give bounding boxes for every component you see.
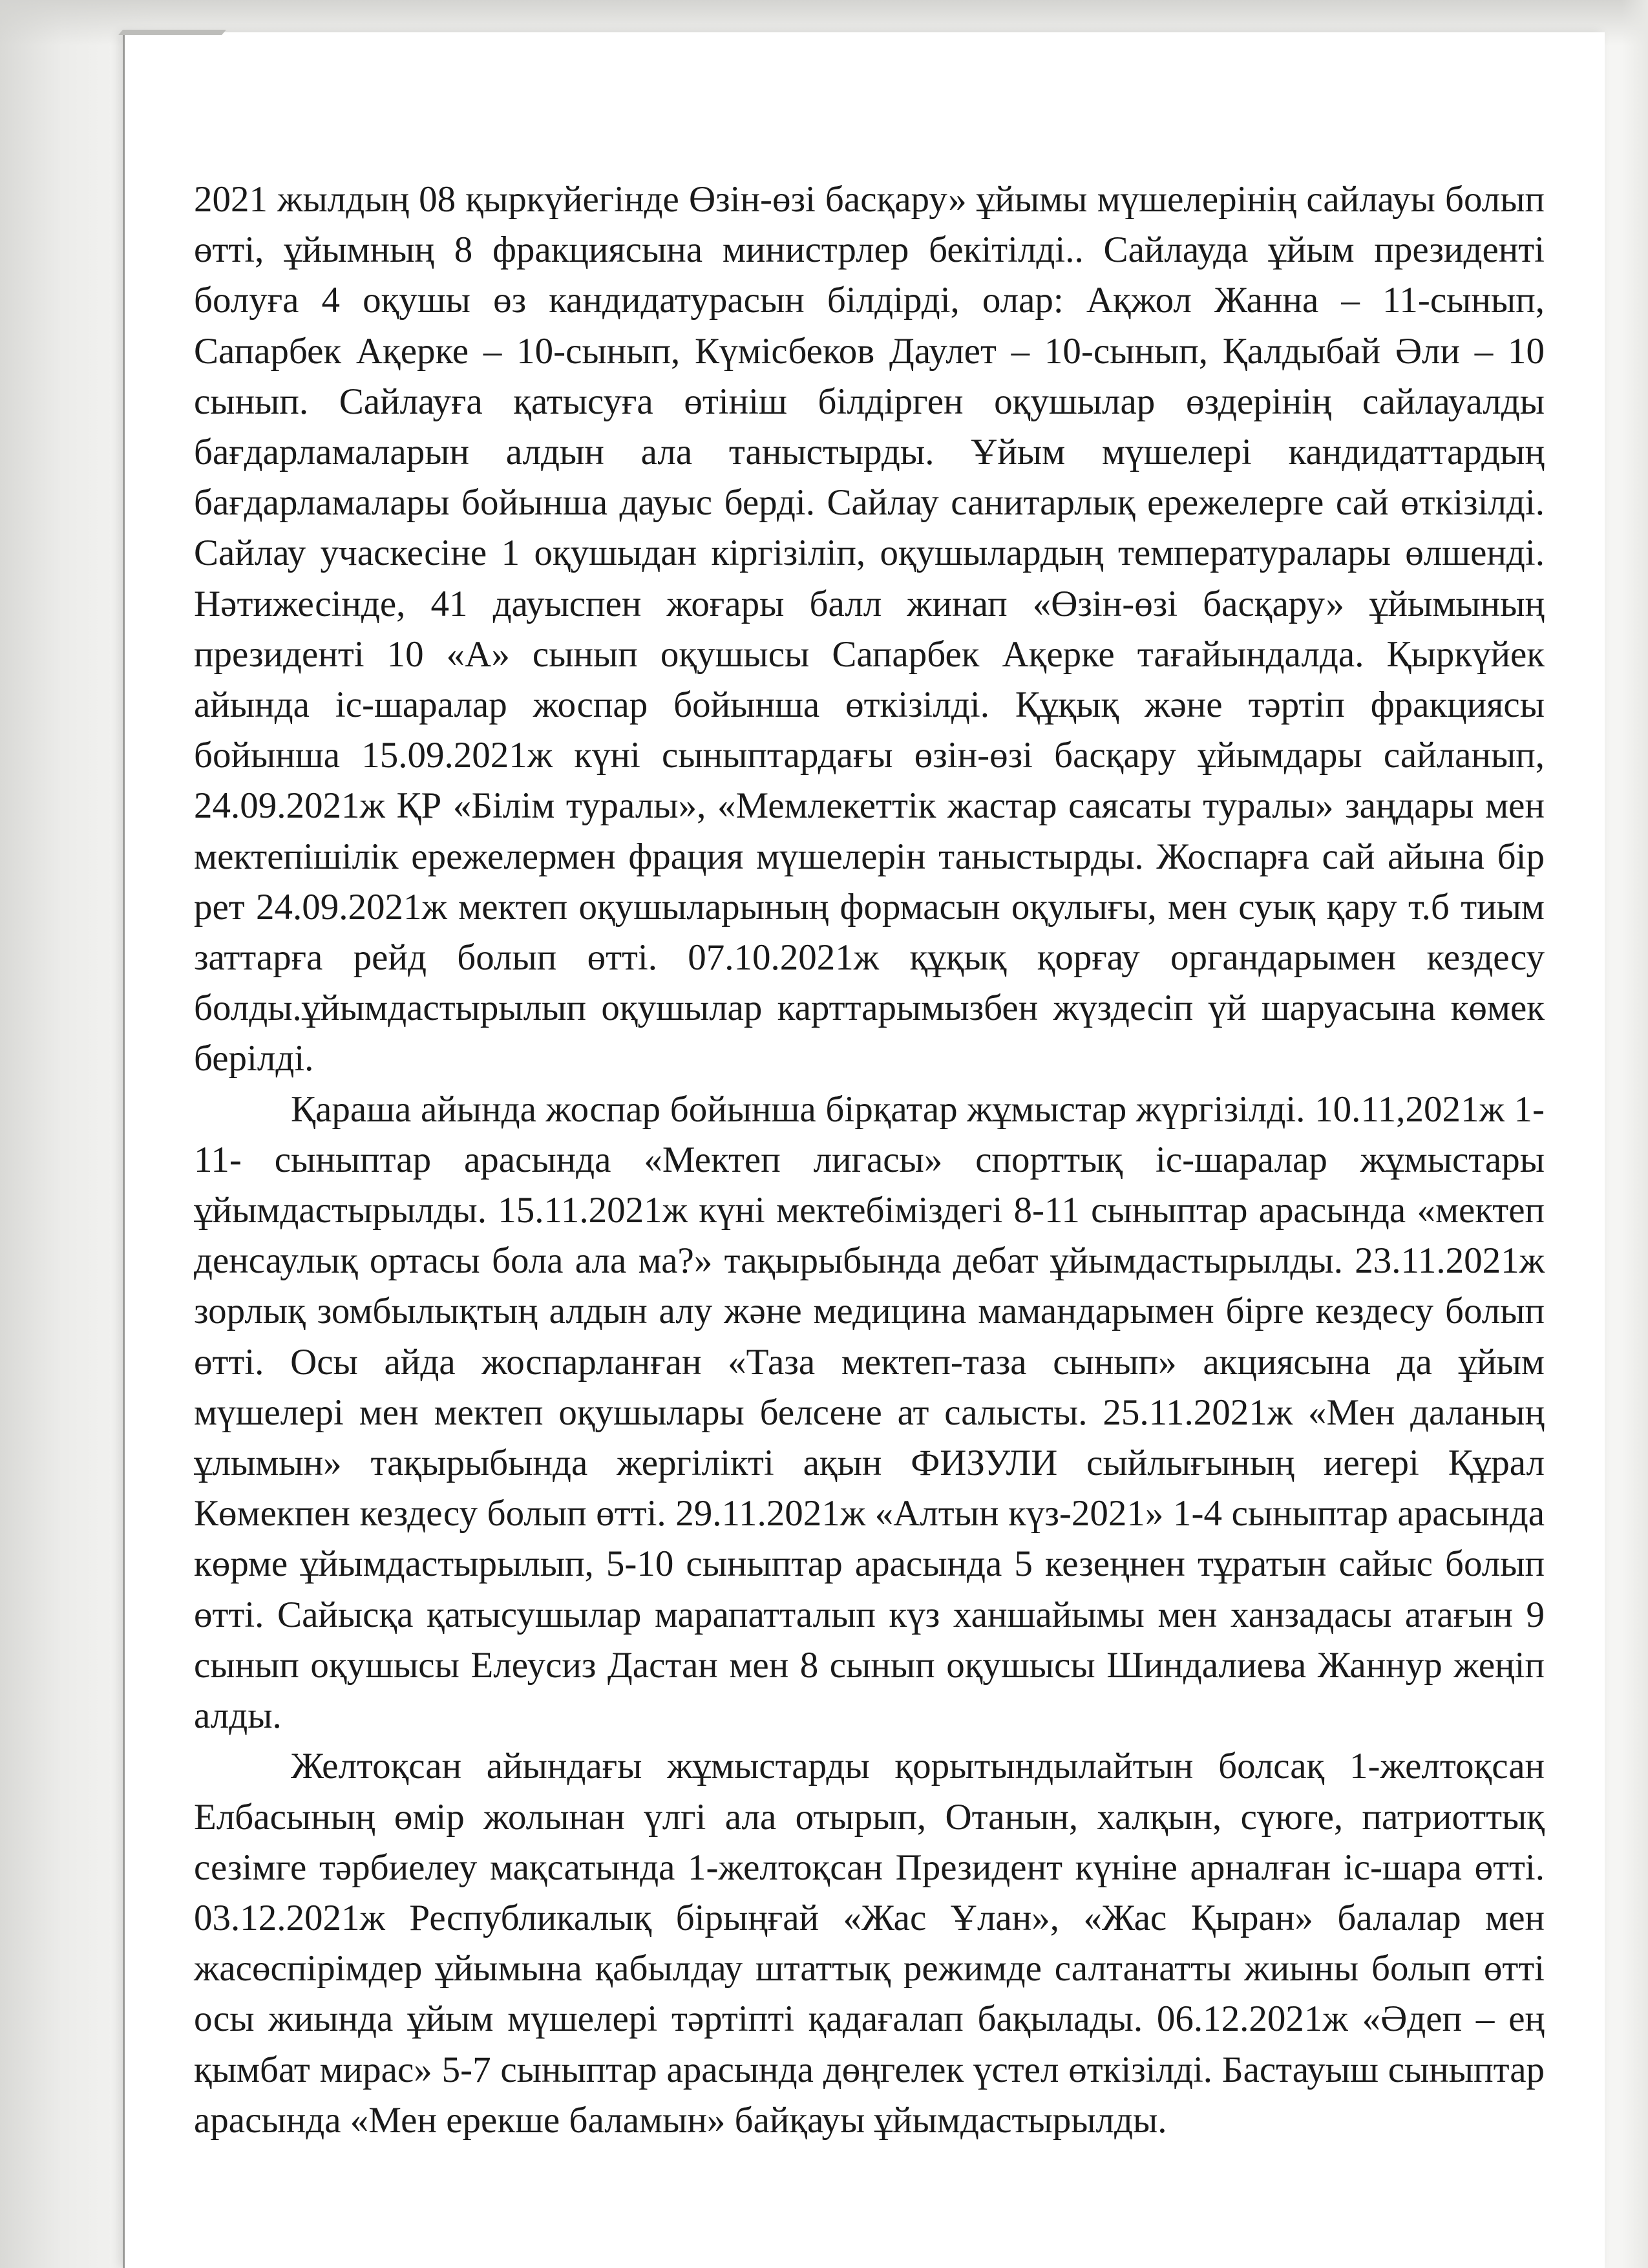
paragraph-november: Қараша айында жоспар бойынша бірқатар жұмыстар жүргізілді. 10.11,2021ж 1-11- сыныптар арасында «Мектеп лигасы» спорттық іс-шаралар жұмыстары ұйымдастырылды. 15.11.2021ж күні мектебіміздегі 8-11 сыныптар арасында «мектеп денсаулық ортасы бола ала ма?» тақырыбында дебат ұйымдастырылды. 23.11.2021ж зорлық зомбылықтың алдын алу және медицина мамандарымен бірге кездесу болып өтті. Осы айда жоспарланған «Таза мектеп-таза сынып» акциясына да ұйым мүшелері мен мектеп оқушылары белсене ат салысты. 25.11.2021ж «Мен даланың ұлымын» тақырыбында жергілікті ақын ФИЗУЛИ сыйлығының иегері Құрал Көмекпен кездесу болып өтті. 29.11.2021ж «Алтын күз-2021» 1-4 сыныптар арасында көрме ұйымдастырылып, 5-10 сыныптар арасында 5 кезеңнен тұратын сайыс болып өтті. Сайысқа қатысушылар марапатталып күз ханшайымы мен ханзадасы атағын 9 сынып оқушысы Елеусиз Дастан мен 8 сынып оқушысы Шиндалиева Жаннур жеңіп алды. <box>194 1088 1545 1737</box>
scan-right-edge <box>1622 0 1648 2268</box>
paper-corner <box>118 30 226 35</box>
paragraph-december: Желтоқсан айындағы жұмыстарды қорытындылайтын болсақ 1-желтоқсан Елбасының өмір жолынан үлгі ала отырып, Отанын, халқын, сүюге, патриоттық сезімге тәрбиелеу мақсатында 1-желтоқсан Президент күніне арналған іс-шара өтті. 03.12.2021ж Республикалық бірыңғай «Жас Ұлан», «Жас Қыран» балалар мен жасөспірімдер ұйымына қабылдау штаттық режимде салтанатты жиыны болып өтті осы жиында ұйым мүшелері тәртіпті қадағалап бақылады. 06.12.2021ж «Әдеп – ең қымбат мирас» 5-7 сыныптар арасында дөңгелек үстел өткізілді. Бастауыш сыныптар арасында «Мен ерекше баламын» байқауы ұйымдастырылды. <box>194 1746 1545 2141</box>
document-body <box>194 175 1545 2146</box>
paragraph-september: 2021 жылдың 08 қыркүйегінде Өзін-өзі басқару» ұйымы мүшелерінің сайлауы болып өтті, ұйымның 8 фракциясына министрлер бекітілді.. Сайлауда ұйым президенті болуға 4 оқушы өз кандидатурасын білдірді, олар: Ақжол Жанна – 11-сынып, Сапарбек Ақерке – 10-сынып, Күмісбеков Даулет – 10-сынып, Қалдыбай Әли – 10 сынып. Сайлауға қатысуға өтініш білдірген оқушылар өздерінің сайлауалды бағдарламаларын алдын ала таныстырды. Ұйым мүшелері кандидаттардың бағдарламалары бойынша дауыс берді. Сайлау санитарлық ережелерге сай өткізілді. Сайлау учаскесіне 1 оқушыдан кіргізіліп, оқушылардың температуралары өлшенді. Нәтижесінде, 41 дауыспен жоғары балл жинап «Өзін-өзі басқару» ұйымының президенті 10 «А» сынып оқушысы Сапарбек Ақерке тағайындалда. Қыркүйек айында іс-шаралар жоспар бойынша өткізілді. Құқық және тәртіп фракциясы бойынша 15.09.2021ж күні сыныптардағы өзін-өзі басқару ұйымдары сайланып, 24.09.2021ж ҚР «Білім туралы», «Мемлекеттік жастар саясаты туралы» заңдары мен мектепішілік ережелермен фрация мүшелерін таныстырды. Жоспарға сай айына бір рет 24.09.2021ж мектеп оқушыларының формасын оқулығы, мен суық қару т.б тиым заттарға рейд болып өтті. 07.10.2021ж құқық қорғау органдарымен кездесу болды.ұйымдастырылып оқушылар карттарымызбен жүздесіп үй шаруасына көмек берілді. <box>194 179 1545 1079</box>
